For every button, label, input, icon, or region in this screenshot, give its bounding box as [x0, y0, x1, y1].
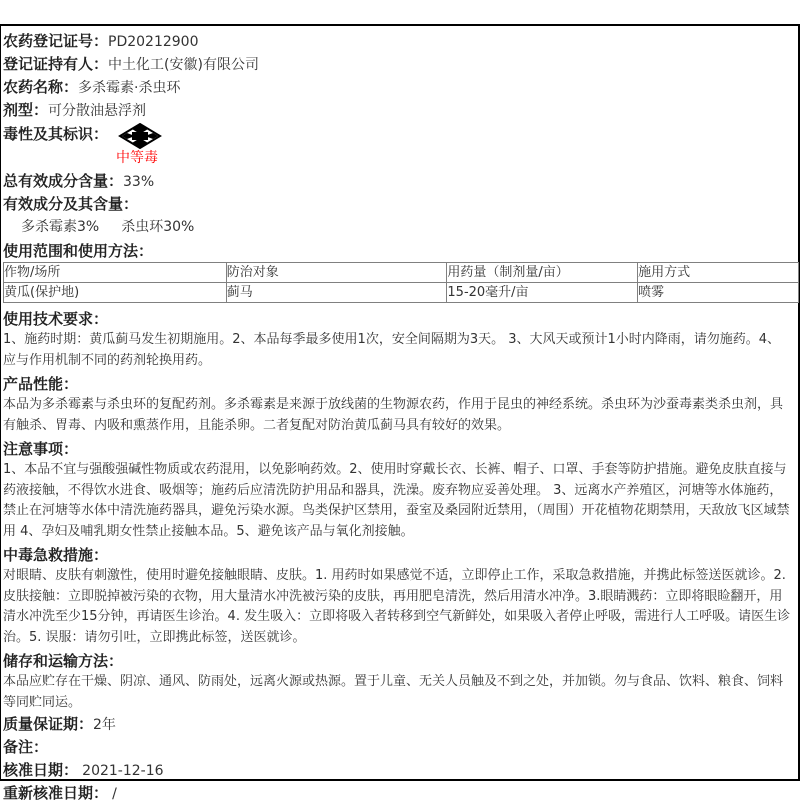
formulation-value: 可分散油悬浮剂 [48, 103, 147, 119]
ingredients-list [3, 216, 796, 238]
ingredients-label: 有效成分及其含量： [3, 195, 139, 213]
total-content-row [3, 170, 796, 193]
product-performance-body: 本品为多杀霉素与杀虫环的复配药剂。多杀霉素是来源于放线菌的生物源农药，作用于昆虫的神经系统。杀虫环为沙蚕毒素类杀虫剂，具有触杀、胃毒、内吸和熏蒸作用，且能杀卵。二者复配对防治黄瓜蓟马具有较好的效果。 [3, 397, 784, 433]
storage-body: 本品应贮存在干燥、阴凉、通风、防雨处，远离火源或热源。置于儿童、无关人员触及不到之处，并加锁。勿与食品、饮料、粮食、饲料等同贮同运。 [3, 674, 784, 710]
storage-title: 储存和运输方法： [3, 652, 124, 670]
ingredient-item: 多杀霉素3% [21, 219, 100, 235]
holder-label: 登记证持有人： [3, 55, 109, 73]
pesticide-name-value: 多杀霉素·杀虫环 [78, 80, 181, 96]
remarks-row [3, 736, 796, 759]
shelf-life-row [3, 713, 796, 736]
toxicity-level: 中等毒 [116, 150, 158, 166]
approval-date-label: 核准日期： [3, 761, 79, 779]
technical-requirements-title: 使用技术要求： [3, 310, 109, 328]
approval-date-row [3, 759, 796, 782]
column-header-method: 施用方式 [638, 263, 799, 283]
cell-crop: 黄瓜(保护地) [4, 283, 227, 303]
holder-value: 中土化工(安徽)有限公司 [108, 57, 259, 73]
cell-target: 蓟马 [226, 283, 447, 303]
product-performance-title: 产品性能： [3, 375, 79, 393]
registration-number-row [3, 30, 796, 53]
shelf-life-label: 质量保证期： [3, 715, 94, 733]
shelf-life-value: 2年 [93, 717, 116, 733]
formulation-label: 剂型： [3, 101, 49, 119]
usage-title: 使用范围和使用方法： [3, 242, 154, 260]
usage-table [3, 262, 799, 303]
pesticide-name-label: 农药名称： [3, 78, 79, 96]
toxicity-row [3, 122, 796, 146]
ingredients-heading-row [3, 193, 796, 216]
reapproval-date-label: 重新核准日期： [3, 784, 109, 802]
cell-dosage: 15-20毫升/亩 [447, 283, 638, 303]
ingredient-item: 杀虫环30% [121, 219, 195, 235]
column-header-crop: 作物/场所 [4, 263, 227, 283]
column-header-target: 防治对象 [226, 263, 447, 283]
holder-row [3, 53, 796, 76]
pesticide-label-content [3, 30, 796, 805]
remarks-label: 备注： [3, 738, 49, 756]
cell-method: 喷雾 [638, 283, 799, 303]
column-header-dosage: 用药量（制剂量/亩） [447, 263, 638, 283]
total-content-value: 33% [123, 174, 155, 190]
approval-date-value: 2021-12-16 [82, 763, 164, 779]
registration-number-label: 农药登记证号： [3, 32, 109, 50]
pesticide-name-row [3, 76, 796, 99]
pesticide-label-frame [0, 24, 800, 802]
precautions-body: 1、本品不宜与强酸强碱性物质或农药混用，以免影响药效。2、使用时穿戴长衣、长裤、帽子、口罩、手套等防护措施。避免皮肤直接与药液接触，不得饮水进食、吸烟等；施药后应清洗防护用品和器具，洗澡。废弃物应妥善处理。 3、远离水产养殖区，河塘等水体施药，禁止在河塘等水体中清洗施药器具，避免污染水源。鸟类保护区禁用，蚕室及桑园附近禁用，（周围）开花植物花期禁用，天敌放飞区域禁用 4、孕妇及哺乳期女性禁止接触本品。5、避免该产品与氧化剂接触。 [3, 462, 790, 539]
technical-requirements-body: 1、施药时期：黄瓜蓟马发生初期施用。2、本品每季最多使用1次，安全间隔期为3天。 3、大风天或预计1小时内降雨，请勿施药。4、应与作用机制不同的药剂轮换用药。 [3, 332, 781, 368]
total-content-label: 总有效成分含量： [3, 172, 124, 190]
first-aid-title: 中毒急救措施： [3, 546, 109, 564]
toxicity-label: 毒性及其标识： [3, 125, 109, 143]
reapproval-date-row [3, 782, 796, 805]
precautions-title: 注意事项： [3, 440, 79, 458]
registration-number-value: PD20212900 [108, 34, 199, 50]
reapproval-date-value: / [112, 786, 117, 802]
first-aid-body: 对眼睛、皮肤有刺激性，使用时避免接触眼睛、皮肤。1. 用药时如果感觉不适，立即停止工作，采取急救措施，并携此标签送医就诊。2.皮肤接触：立即脱掉被污染的衣物，用大量清水冲洗被污染的皮肤，再用肥皂清洗，然后用清水冲净。3.眼睛溅药：立即将眼睑翻开，用清水冲洗至少15分钟，再请医生诊治。4. 发生吸入：立即将吸入者转移到空气新鲜处，如果吸入者停止呼吸，需进行人工呼吸。请医生诊治。5. 误服：请勿引吐，立即携此标签，送医就诊。 [3, 568, 791, 645]
formulation-row [3, 99, 796, 122]
table-row [4, 283, 799, 303]
usage-table-header [4, 263, 799, 283]
